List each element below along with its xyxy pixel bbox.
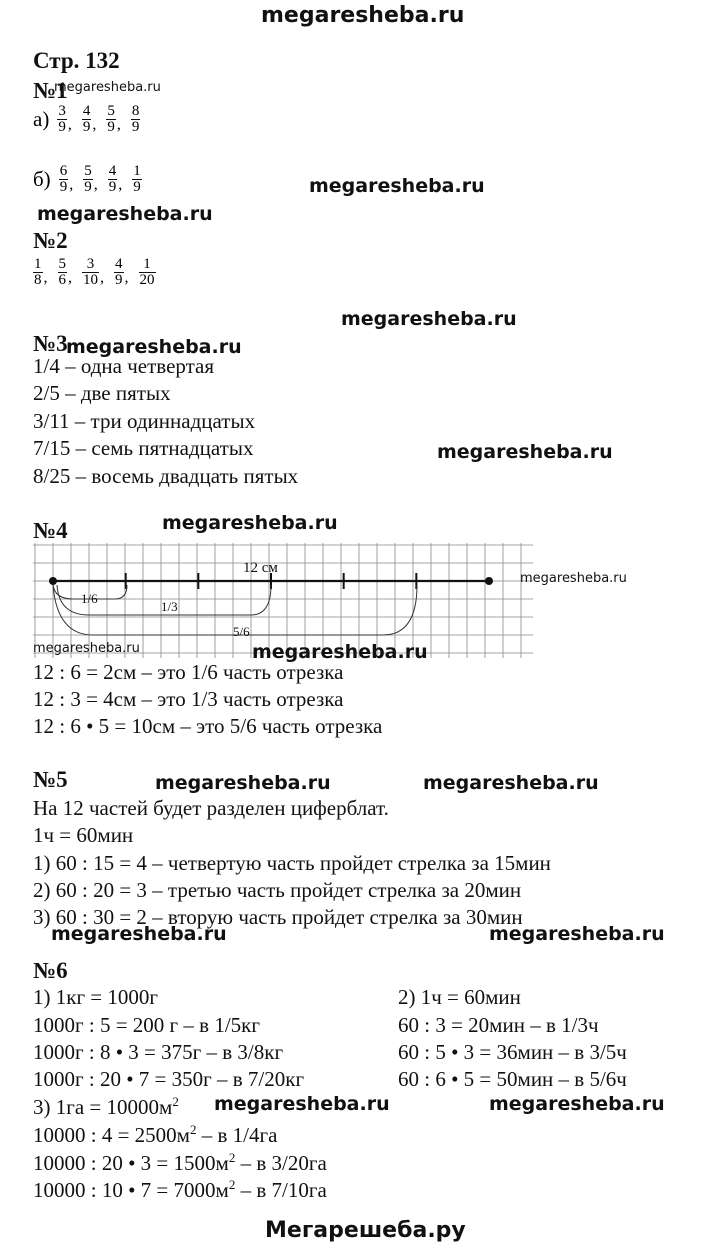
site-header[interactable]: megaresheba.ru bbox=[261, 3, 465, 28]
text-line: На 12 частей будет разделен циферблат. bbox=[33, 796, 389, 820]
text-line: 60 : 6 • 5 = 50мин – в 5/6ч bbox=[398, 1067, 627, 1091]
text-line: 3) $1га = 10000м^2$ bbox=[33, 1094, 179, 1119]
row-label: б) bbox=[33, 167, 51, 191]
watermark: megaresheba.ru bbox=[51, 923, 227, 945]
fraction: $\frac{5}{9}$ bbox=[107, 103, 115, 135]
watermark: megaresheba.ru bbox=[437, 441, 613, 463]
task2-fractions: $\frac{1}{8}$ , $\frac{5}{6}$ , $\frac{3}{10}$ , $\frac{4}{9}$ , $\frac{1}{20}$ bbox=[34, 256, 155, 288]
text-line: 1/4 – одна четвертая bbox=[33, 354, 215, 378]
page-number: Стр. 132 bbox=[33, 48, 120, 73]
fraction: $\frac{8}{9}$ bbox=[131, 103, 140, 135]
watermark: megaresheba.ru bbox=[489, 923, 665, 945]
footer-brand[interactable]: Мегарешеба.ру bbox=[265, 1218, 466, 1243]
fraction: $\frac{4}{9}$ bbox=[82, 103, 91, 135]
text-line: 60 : 5 • 3 = 36мин – в 3/5ч bbox=[398, 1040, 627, 1064]
task6-title: №6 bbox=[33, 958, 68, 983]
text-line: 7/15 – семь пятнадцатых bbox=[33, 436, 254, 460]
text-line: 12 : 6 • 5 = 10см – это 5/6 часть отрезка bbox=[33, 714, 383, 738]
text-line: 1000г : 8 • 3 = 375г – в 3/8кг bbox=[33, 1040, 284, 1064]
fraction: $\frac{3}{10}$ bbox=[83, 256, 98, 288]
watermark: megaresheba.ru bbox=[252, 641, 428, 663]
fraction: $\frac{3}{9}$ bbox=[58, 103, 66, 135]
fraction: $\frac{4}{9}$ bbox=[108, 163, 117, 195]
fraction: $\frac{1}{20}$ bbox=[139, 256, 155, 288]
text-line: 1ч = 60мин bbox=[33, 823, 134, 847]
task3-title: №3 bbox=[33, 331, 68, 356]
text-line: 2) 60 : 20 = 3 – третью часть пройдет стрелка за 20мин bbox=[33, 878, 522, 902]
watermark: megaresheba.ru bbox=[489, 1093, 665, 1115]
task5-title: №5 bbox=[33, 767, 68, 792]
text-line: 1000г : 20 • 7 = 350г – в 7/20кг bbox=[33, 1067, 305, 1091]
task4-title: №4 bbox=[33, 518, 68, 543]
watermark: megaresheba.ru bbox=[66, 336, 242, 358]
row-label: а) bbox=[33, 107, 50, 131]
label-1-3: 1/3 bbox=[161, 599, 178, 614]
text-line: 10000 : 10 • $7 = 7000м^2 - в$ 7/10га bbox=[33, 1177, 327, 1202]
fraction: $\frac{5}{9}$ bbox=[84, 163, 92, 195]
task1-row-a: а) $\frac{3}{9}$ , $\frac{4}{9}$ , $\frac{5}{9}$ , $\frac{8}{9}$ bbox=[33, 103, 140, 135]
watermark: megaresheba.ru bbox=[155, 772, 331, 794]
label-1-6: 1/6 bbox=[81, 591, 98, 606]
text-line: 2/5 – две пятых bbox=[33, 381, 171, 405]
task1-title: №1 bbox=[33, 78, 68, 103]
fraction: $\frac{5}{6}$ bbox=[58, 256, 66, 288]
watermark: megaresheba.ru bbox=[520, 571, 627, 586]
text-line: 1000г : 5 = 200 г – в 1/5кг bbox=[33, 1013, 260, 1037]
text-line: 8/25 – восемь двадцать пятых bbox=[33, 464, 299, 488]
fraction: $\frac{4}{9}$ bbox=[115, 256, 123, 288]
text-line: 2) 1ч = 60мин bbox=[398, 985, 521, 1009]
watermark: megaresheba.ru bbox=[214, 1093, 390, 1115]
watermark: megaresheba.ru bbox=[309, 175, 485, 197]
watermark: megaresheba.ru bbox=[37, 203, 213, 225]
task2-title: №2 bbox=[33, 228, 68, 253]
watermark: megaresheba.ru bbox=[162, 512, 338, 534]
text-line: 12 : 6 = 2см – это 1/6 часть отрезка bbox=[33, 660, 344, 684]
text-line: 10000 : 20 • $3 = 1500м^2 - в$ 3/20га bbox=[33, 1150, 327, 1175]
text-line: 60 : 3 = 20мин – в 1/3ч bbox=[398, 1013, 599, 1037]
label-5-6: 5/6 bbox=[233, 624, 250, 639]
fraction: $\frac{1}{9}$ bbox=[133, 163, 141, 195]
text-line: 12 : 3 = 4см – это 1/3 часть отрезка bbox=[33, 687, 344, 711]
endpoint-end bbox=[485, 577, 493, 585]
text-line: 10000 : $4 = 2500м^2 - в$ 1/4га bbox=[33, 1122, 278, 1147]
segment-length-label: 12 см bbox=[243, 560, 278, 576]
watermark: megaresheba.ru bbox=[54, 80, 161, 95]
task1-row-b: б) $\frac{6}{9}$ , $\frac{5}{9}$ , $\frac{4}{9}$ , $\frac{1}{9}$ bbox=[33, 163, 141, 195]
text-line: 3) 60 : 30 = 2 – вторую часть пройдет стрелка за 30мин bbox=[33, 905, 523, 929]
fraction: $\frac{6}{9}$ bbox=[59, 163, 68, 195]
watermark: megaresheba.ru bbox=[423, 772, 599, 794]
watermark: megaresheba.ru bbox=[33, 641, 140, 656]
watermark: megaresheba.ru bbox=[341, 308, 517, 330]
fraction: $\frac{1}{8}$ bbox=[34, 256, 42, 288]
endpoint-start bbox=[49, 577, 57, 585]
text-line: 1) 1кг = 1000г bbox=[33, 985, 159, 1009]
text-line: 3/11 – три одиннадцатых bbox=[33, 409, 256, 433]
text-line: 1) 60 : 15 = 4 – четвертую часть пройдет стрелка за 15мин bbox=[33, 851, 551, 875]
